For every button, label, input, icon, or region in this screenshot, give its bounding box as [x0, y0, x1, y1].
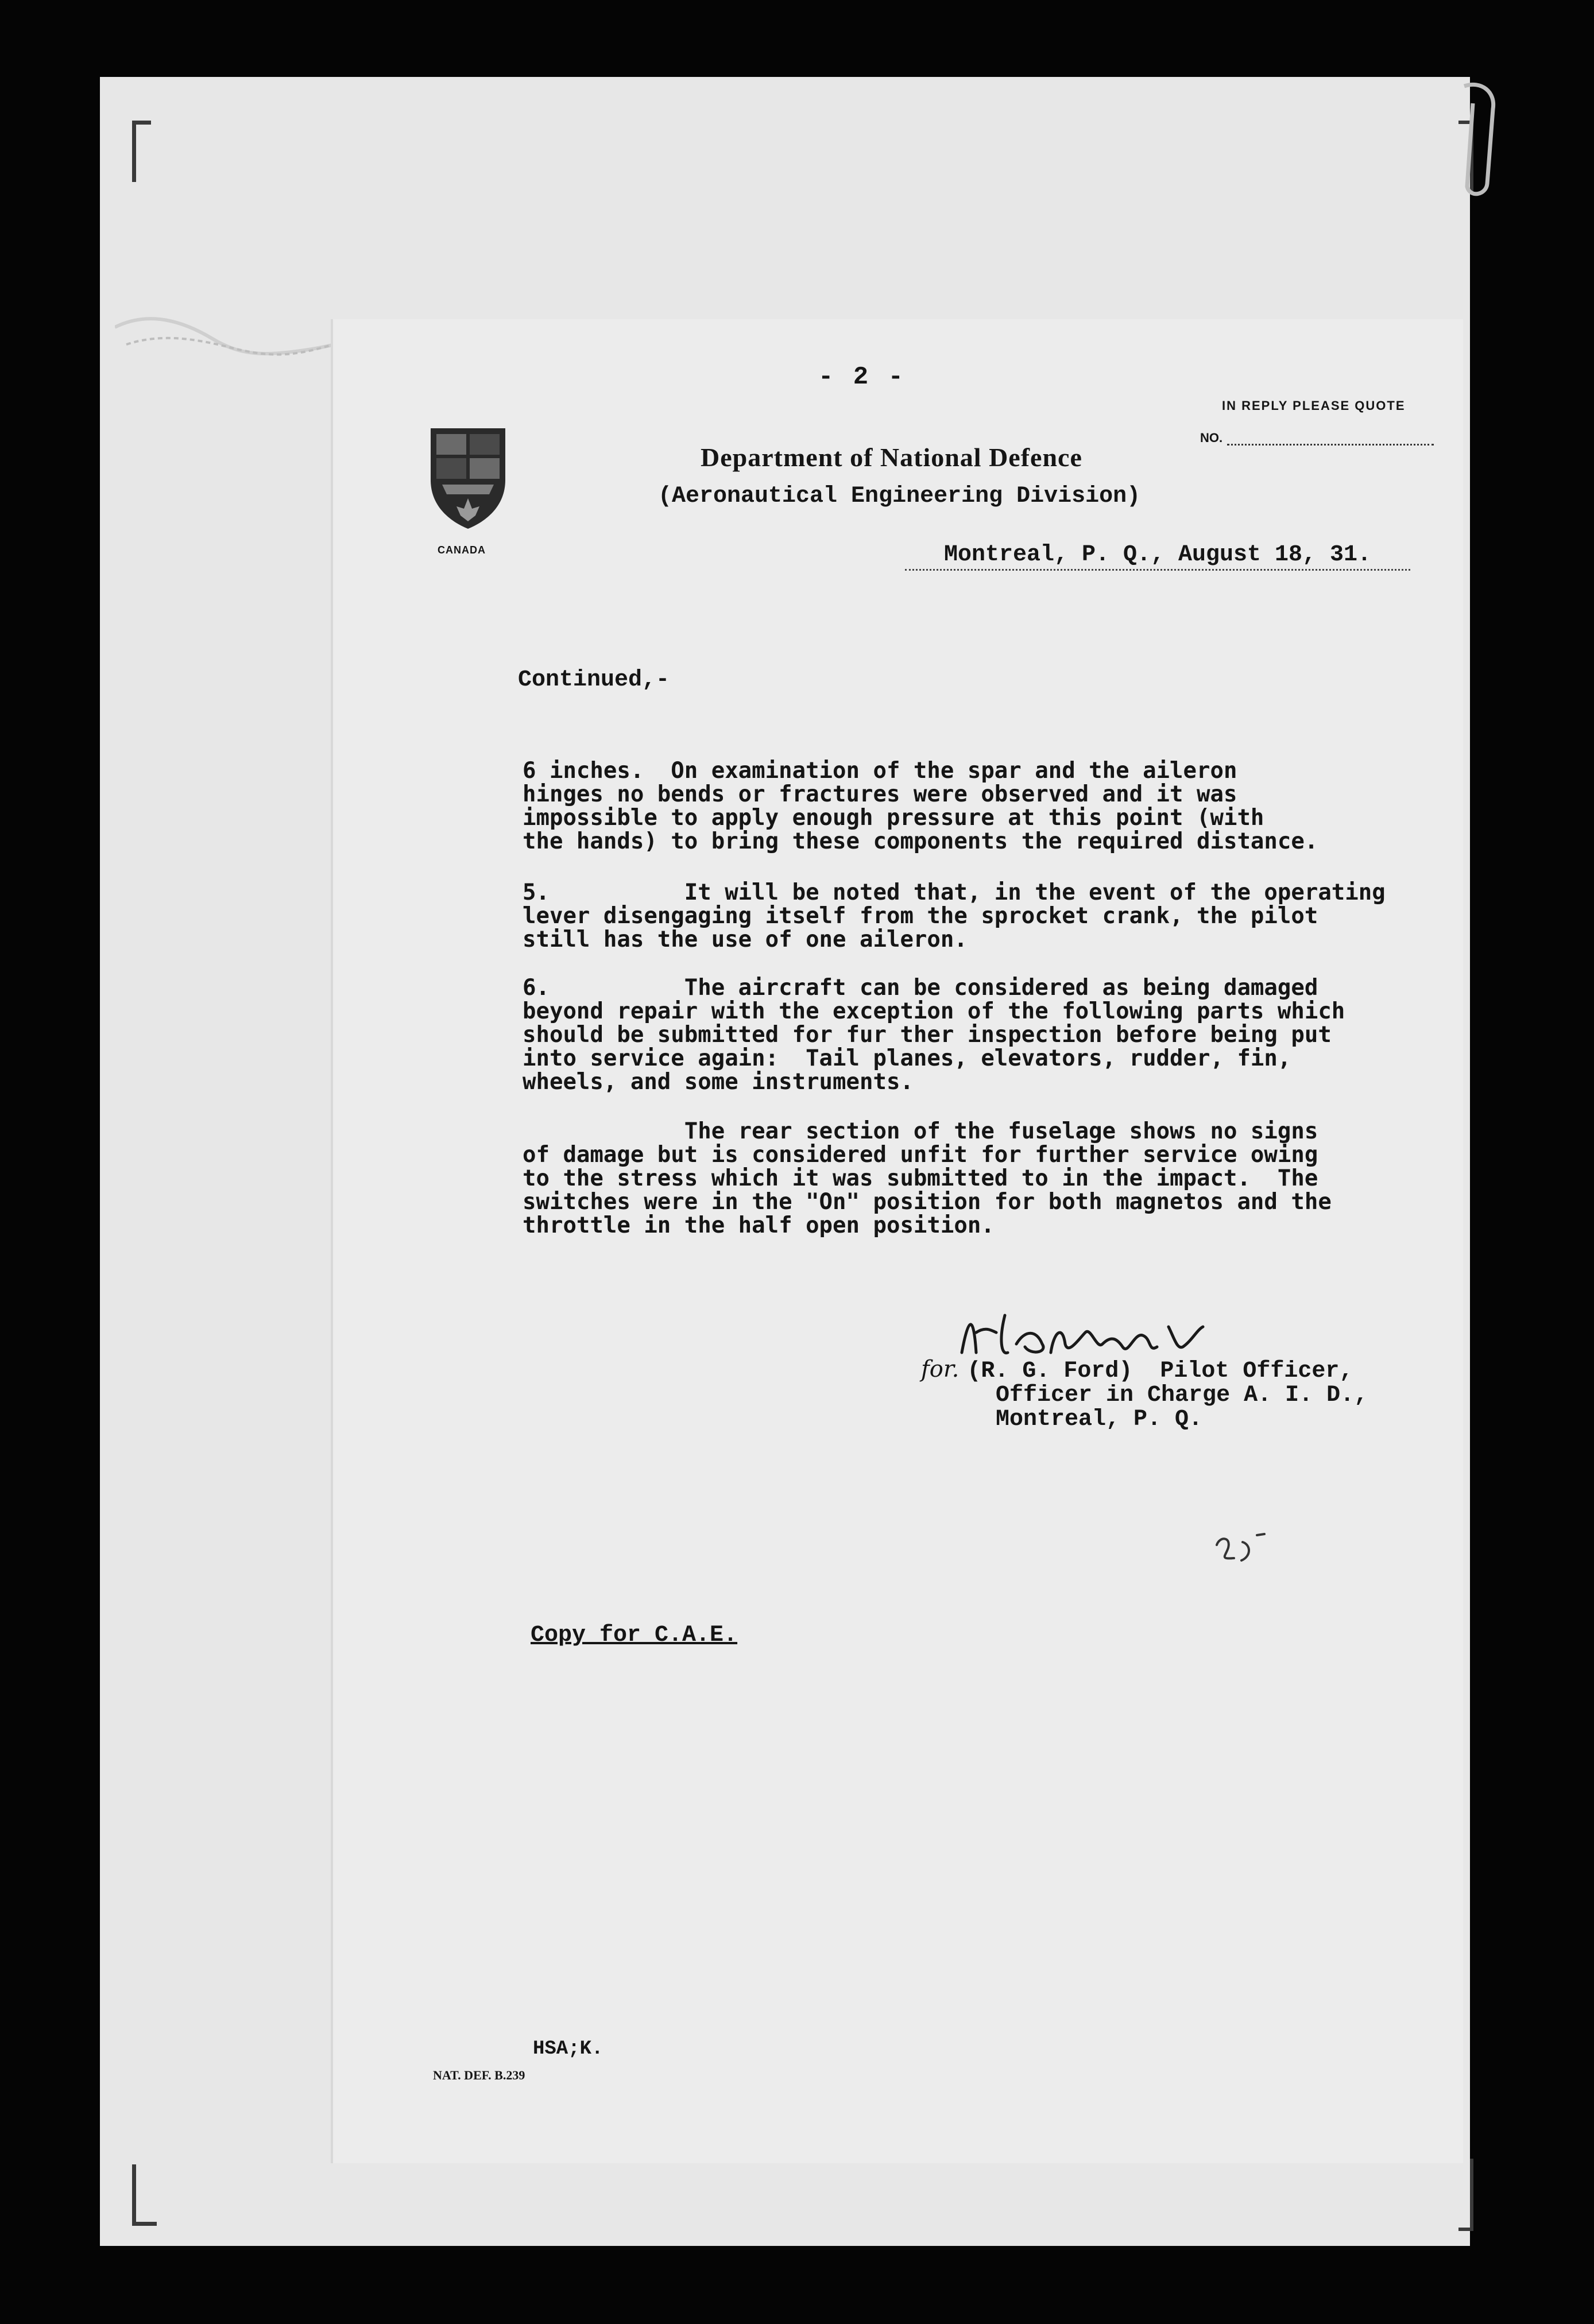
paper-clip-icon [1441, 80, 1504, 201]
corner-crop-mark-top-left [132, 121, 151, 182]
reply-quote-label: IN REPLY PLEASE QUOTE [1222, 398, 1406, 413]
signatory-line [921, 1357, 1368, 1384]
for-prefix: for. [921, 1356, 960, 1382]
reply-number-field [1200, 431, 1434, 446]
corner-crop-mark-bottom-left [132, 2164, 157, 2226]
reference-initials: HSA;K. [533, 2038, 603, 2060]
paragraph-continuation: 6 inches. On examination of the spar and the aileron hinges no bends or fractures were observed and it was impossible to apply enough pressure at this point (with the hands) to bring these components the required distance. [523, 758, 1318, 854]
reply-number-blank [1227, 433, 1434, 446]
crest-caption: CANADA [438, 544, 486, 556]
continued-heading: Continued,- [518, 667, 670, 693]
page-number: - 2 - [818, 363, 906, 392]
copy-recipient: Copy for C.A.E. [531, 1622, 738, 1648]
department-name: Department of National Defence [701, 443, 1082, 472]
corner-crop-mark-bottom-right [1458, 2159, 1473, 2231]
signatory-location: Montreal, P. Q. [996, 1407, 1203, 1432]
paragraph-6: 6. The aircraft can be considered as being damaged beyond repair with the exception of the following parts which should be submitted for fur ther inspection before being put into service again: Tail planes, elevators, rudder, fin, wheels, and some instruments. [523, 975, 1345, 1095]
paragraph-5: 5. It will be noted that, in the event of the operating lever disengaging itself from the sprocket crank, the pilot still has the use of one aileron. [523, 880, 1386, 952]
form-number: NAT. DEF. B.239 [433, 2068, 525, 2082]
signature-block [921, 1357, 1368, 1432]
signatory-title: Officer in Charge A. I. D., [996, 1382, 1368, 1408]
letter-page [333, 319, 1463, 2163]
reply-number-label: NO. [1200, 431, 1223, 445]
division-name: (Aeronautical Engineering Division) [658, 483, 1141, 509]
binding-thread-icon [115, 304, 356, 396]
signatory-name: (R. G. Ford) Pilot Officer, [967, 1358, 1353, 1384]
canada-coat-of-arms-icon [425, 423, 511, 532]
handwritten-margin-note [1208, 1525, 1289, 1565]
paragraph-rear-section: The rear section of the fuselage shows no signs of damage but is considered unfit for further service owing to the stress which it was submitted to in the impact. The switches were in the "On" position for both magnetos and the throttle in the half open position. [523, 1118, 1332, 1238]
place-and-date: Montreal, P. Q., August 18, 31. [905, 542, 1410, 571]
